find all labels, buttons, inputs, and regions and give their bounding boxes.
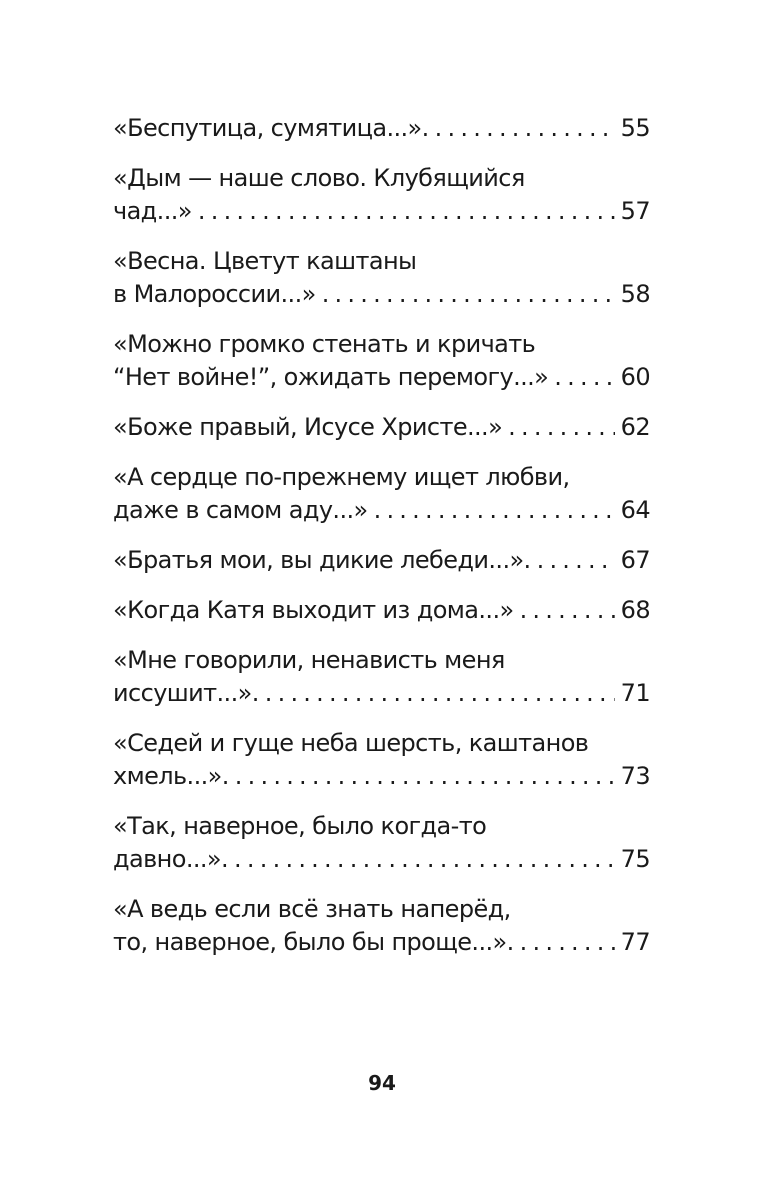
toc-entry-page: 75 (620, 845, 650, 873)
toc-entry-leader-row (113, 195, 650, 228)
toc-entry-page: 67 (620, 546, 650, 574)
toc-entry-title-line: «Когда Катя выходит из дома...» (113, 596, 514, 624)
toc-entry-leader-row (113, 112, 650, 145)
toc-entry-page: 77 (620, 928, 650, 956)
toc-entry-leader-row (113, 361, 650, 394)
toc-entry-page: 64 (620, 496, 650, 524)
toc-entry-title-line: «А ведь если всё знать наперёд, (113, 895, 511, 923)
dot-leader (368, 494, 615, 527)
toc-entry-title-line: то, наверное, было бы проще...». (113, 928, 514, 956)
toc-entry-title-line: давно...». (113, 845, 229, 873)
toc-entry (113, 162, 650, 228)
toc-entry-title-line: “Нет войне!”, ожидать перемогу...» (113, 363, 549, 391)
toc-entry-page: 68 (620, 596, 650, 624)
toc-entry (113, 461, 650, 527)
toc-entry (113, 544, 650, 577)
dot-leader (514, 926, 615, 959)
toc-entry-title-line: «Братья мои, вы дикие лебеди...». (113, 546, 531, 574)
toc-entry (113, 727, 650, 793)
dot-leader (548, 361, 614, 394)
toc-entry-page: 73 (620, 762, 650, 790)
dot-leader (228, 843, 615, 876)
toc-entry-title-line: «Беспутица, сумятица...». (113, 114, 429, 142)
toc-entry-page: 57 (620, 197, 650, 225)
dot-leader (192, 195, 615, 228)
toc-entry-title-line: «Боже правый, Исусе Христе...» (113, 413, 503, 441)
toc-entry-title-line: «Седей и гуще неба шерсть, каштанов (113, 729, 589, 757)
toc-entry (113, 245, 650, 311)
toc-entry-title-line: «Можно громко стенать и кричать (113, 330, 536, 358)
toc-entry (113, 112, 650, 145)
toc-entry-page: 58 (620, 280, 650, 308)
toc-entry-title-line: «А сердце по-прежнему ищет любви, (113, 463, 570, 491)
toc-entry-title-line: «Мне говорили, ненависть меня (113, 646, 505, 674)
toc-entry-title-line: «Весна. Цветут каштаны (113, 247, 417, 275)
toc-entry (113, 810, 650, 876)
table-of-contents (113, 112, 650, 976)
toc-entry-leader-row (113, 926, 650, 959)
toc-entry-page: 60 (620, 363, 650, 391)
toc-entry-title-line: чад...» (113, 197, 192, 225)
toc-entry (113, 328, 650, 394)
dot-leader (429, 112, 615, 145)
dot-leader (229, 760, 615, 793)
toc-entry-leader-row (113, 677, 650, 710)
toc-entry-title-line: «Дым — наше слово. Клубящийся (113, 164, 525, 192)
toc-entry-leader-row (113, 843, 650, 876)
dot-leader (316, 278, 615, 311)
dot-leader (502, 411, 614, 444)
page-number: 94 (368, 1071, 396, 1095)
toc-entry-leader-row (113, 411, 650, 444)
dot-leader (259, 677, 615, 710)
toc-entry (113, 411, 650, 444)
toc-entry-page: 71 (620, 679, 650, 707)
toc-entry-title-line: иссушит...». (113, 679, 259, 707)
dot-leader (531, 544, 615, 577)
toc-entry-title-line: даже в самом аду...» (113, 496, 368, 524)
toc-entry (113, 644, 650, 710)
toc-entry-leader-row (113, 278, 650, 311)
dot-leader (514, 594, 615, 627)
toc-entry-title-line: хмель...». (113, 762, 229, 790)
toc-entry (113, 594, 650, 627)
toc-entry-leader-row (113, 760, 650, 793)
toc-entry-leader-row (113, 544, 650, 577)
toc-entry-title-line: в Малороссии...» (113, 280, 316, 308)
toc-entry (113, 893, 650, 959)
toc-entry-title-line: «Так, наверное, было когда-то (113, 812, 487, 840)
toc-entry-leader-row (113, 494, 650, 527)
toc-entry-page: 62 (620, 413, 650, 441)
toc-entry-page: 55 (620, 114, 650, 142)
toc-entry-leader-row (113, 594, 650, 627)
